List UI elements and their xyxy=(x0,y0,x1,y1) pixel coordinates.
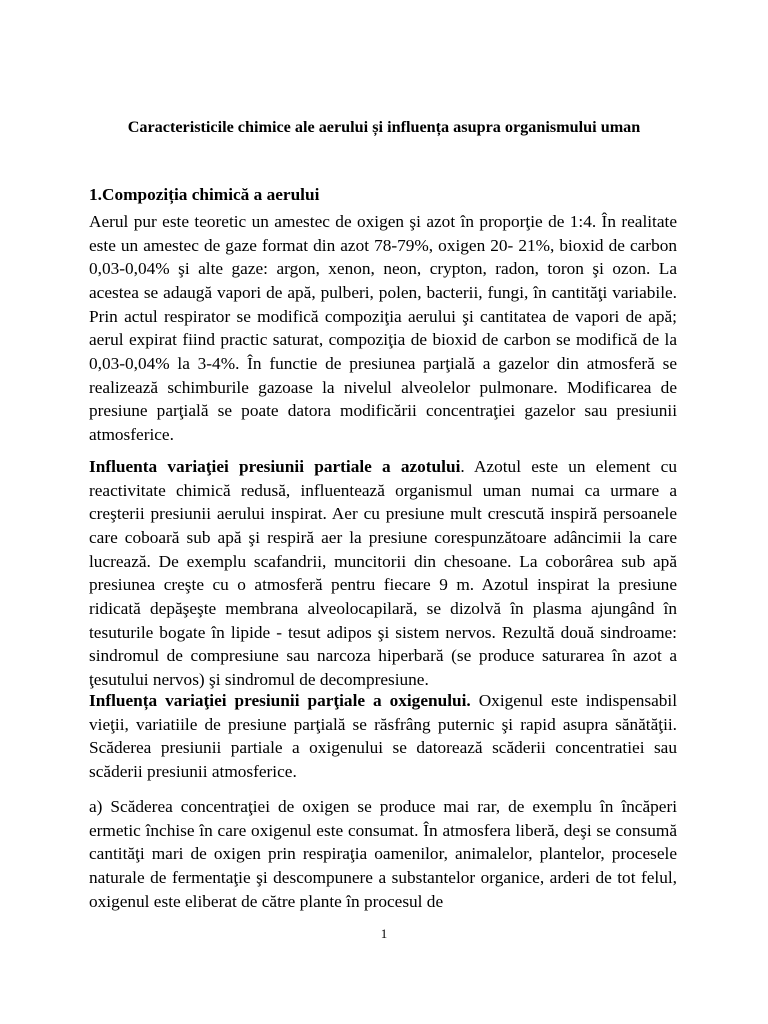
paragraph-nitrogen xyxy=(89,455,677,692)
paragraph-text: a) Scăderea concentraţiei de oxigen se produce mai rar, de exemplu în încăperi ermetic închise în care oxigenul este consumat. În atmosfera liberă, deşi se consumă cantităţi mari de oxigen prin respiraţia oamenilor, animalelor, plantelor, procesele naturale de fermentaţie şi descompunere a substantelor organice, arderi de tot felul, oxigenul este eliberat de către plante în procesul de xyxy=(89,797,677,911)
paragraph-oxygen-concentration xyxy=(89,795,677,913)
paragraph-oxygen xyxy=(89,689,677,784)
paragraph-composition xyxy=(89,210,677,447)
paragraph-text: . Azotul este un element cu reactivitate chimică redusă, influentează organismul uman numai ca urmare a creşterii presiunii aerului inspirat. Aer cu presiune mult crescută inspiră persoanele care coboară sub apă şi respiră aer la presiune corespunzătoare adâncimii la care lucrează. De exemplu scafandrii, muncitorii din chesoane. La coborârea sub apă presiunea creşte cu o atmosferă pentru fiecare 9 m. Azotul inspirat la presiune ridicată depăşeşte membrana alveolocapilară, se dizolvă în plasma ajungând în tesuturile bogate în lipide - tesut adipos şi sistem nervos. Rezultă două sindroame: sindromul de compresiune sau narcoza hiperbară (se produce saturarea în azot a ţesutului nervos) şi sindromul de decompresiune. xyxy=(89,457,677,689)
page-number: 1 xyxy=(380,926,388,941)
document-title: Caracteristicile chimice ale aerului și influența asupra organismului uman xyxy=(127,118,641,136)
paragraph-text: Oxigenul este indispensabil vieţii, variatiile de presiune parţială se răsfrâng puternic şi rapid asupra sănătăţii. Scăderea presiunii partiale a oxigenului se datorează scăderii concentratiei sau scăderii presiunii atmosferice. xyxy=(89,691,677,781)
paragraph-lead: Influenta variaţiei presiunii partiale a azotului xyxy=(89,457,461,476)
paragraph-text: Aerul pur este teoretic un amestec de oxigen şi azot în proporţie de 1:4. În realitate este un amestec de gaze format din azot 78-79%, oxigen 20- 21%, bioxid de carbon 0,03-0,04% şi alte gaze: argon, xenon, neon, crypton, radon, toron şi ozon. La acestea se adaugă vapori de apă, pulberi, polen, bacterii, fungi, în cantităţi variabile. Prin actul respirator se modifică compoziţia aerului şi cantitatea de vapori de apă; aerul expirat fiind practic saturat, compoziţia de bioxid de carbon se modifică de la 0,03-0,04% la 3-4%. În functie de presiunea parţială a gazelor din atmosferă se realizează schimburile gazoase la nivelul alveolelor pulmonare. Modificarea de presiune parţială se poate datora modificării concentraţiei gazelor sau presiunii atmosferice. xyxy=(89,212,677,444)
paragraph-lead: Influența variaţiei presiunii parţiale a oxigenului. xyxy=(89,691,471,710)
section-heading: 1.Compoziția chimică a aerului xyxy=(89,185,320,204)
